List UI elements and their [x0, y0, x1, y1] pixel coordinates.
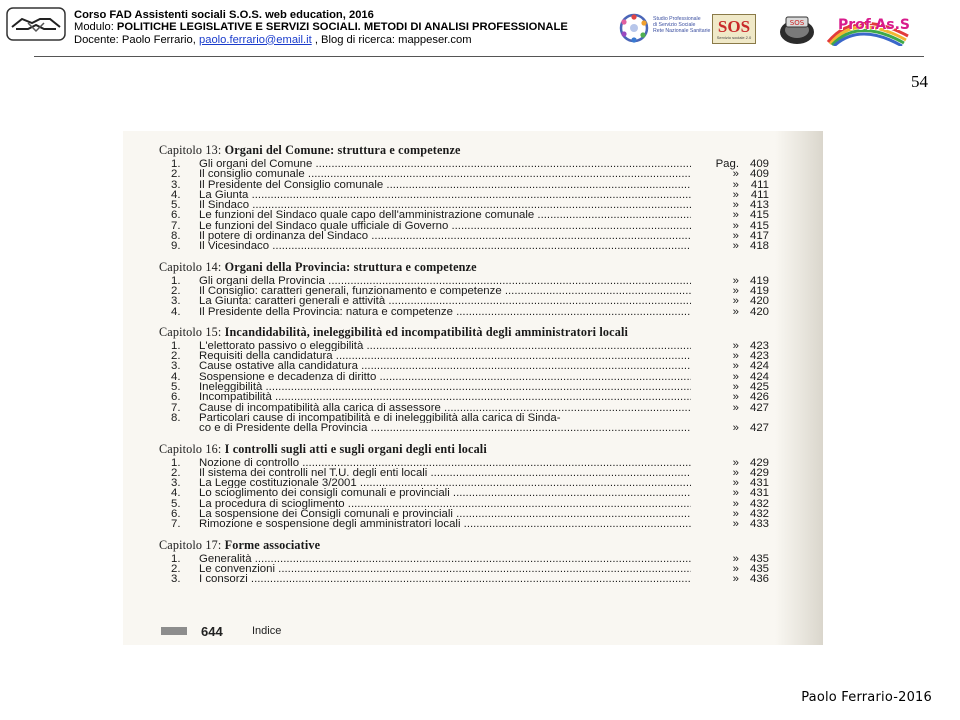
course-title: Corso FAD Assistenti sociali S.O.S. web education, 2016	[74, 9, 374, 21]
studio-professionale-logo	[618, 12, 711, 44]
entry-page-number: 424	[749, 370, 769, 383]
entry-page-marker: »	[732, 552, 739, 565]
entry-page-number: 436	[749, 573, 769, 586]
entry-title: Incompatibilità .....	[199, 392, 691, 402]
sos-logo-subtext: Servizio sociale 2.0	[716, 35, 752, 40]
entry-title: Ineleggibilità .....	[199, 382, 691, 392]
entry-number: 7.	[171, 518, 181, 531]
entry-page-number: 431	[749, 477, 769, 490]
entry-number: 6.	[171, 209, 181, 222]
toc-entry	[159, 276, 771, 286]
entry-title: Sospensione e decadenza di diritto .....	[199, 372, 691, 382]
entry-page-marker: »	[732, 401, 739, 414]
entry-page-number: 431	[749, 487, 769, 500]
chapter-section	[159, 323, 771, 434]
module-title: POLITICHE LEGISLATIVE E SERVIZI SOCIALI. METODI DI ANALISI PROFESSIONALE	[116, 21, 568, 34]
entry-title-line2: co e di Presidente della Provincia .....	[199, 423, 691, 433]
module-prefix: Modulo:	[74, 21, 117, 34]
chapter-prefix: Capitolo 17:	[159, 537, 225, 552]
chapter-prefix: Capitolo 16:	[159, 441, 225, 456]
entry-title: La Legge costituzionale 3/2001 .....	[199, 478, 691, 488]
toc-entry	[159, 554, 771, 564]
entry-title: Cause ostative alla candidatura .....	[199, 361, 691, 371]
toc-entry	[159, 296, 771, 306]
entry-page-marker: »	[732, 466, 739, 479]
entry-page-number: 409	[749, 168, 769, 181]
entry-title: La procedura di scioglimento .....	[199, 499, 691, 509]
entry-page-number: 429	[749, 466, 769, 479]
entry-number: 2.	[171, 284, 181, 297]
entry-number: 7.	[171, 219, 181, 232]
chapter-section	[159, 440, 771, 530]
toc-entry	[159, 241, 771, 251]
entry-title: La Giunta: caratteri generali e attività .....	[199, 296, 691, 306]
entry-page-marker: »	[732, 305, 739, 318]
entry-number: 3.	[171, 477, 181, 490]
page-edge-shadow	[775, 131, 823, 645]
entry-page-marker: »	[732, 188, 739, 201]
entry-number: 4.	[171, 305, 181, 318]
entry-number: 5.	[171, 199, 181, 212]
entry-page-marker: »	[732, 240, 739, 253]
entry-title: Le funzioni del Sindaco quale ufficiale di Governo .....	[199, 221, 691, 231]
entry-page-marker: »	[732, 209, 739, 222]
entry-title: Il Presidente della Provincia: natura e competenze .....	[199, 307, 691, 317]
toc-entry	[159, 169, 771, 179]
toc-entry	[159, 519, 771, 529]
entry-number: 3.	[171, 178, 181, 191]
chapter-name: I controlli sugli atti e sugli organi degli enti locali	[224, 441, 487, 456]
entry-page-marker: »	[732, 381, 739, 394]
entry-number: 6.	[171, 391, 181, 404]
chapter-name: Forme associative	[224, 537, 321, 552]
entry-title: Rimozione e sospensione degli amministratori locali .....	[199, 519, 691, 529]
entry-page-number: 409	[749, 158, 769, 170]
chapter-name: Organi del Comune: struttura e competenze	[224, 143, 461, 157]
entry-page-marker: »	[732, 391, 739, 404]
entry-page-marker: »	[732, 350, 739, 363]
header-divider	[34, 56, 924, 57]
entry-title: La Giunta .....	[199, 190, 691, 200]
entry-number: 5.	[171, 497, 181, 510]
chapter-title	[159, 323, 771, 341]
entry-page-number: 429	[749, 456, 769, 469]
entry-page-number: 419	[749, 274, 769, 287]
chapter-prefix: Capitolo 14:	[159, 259, 225, 274]
entry-page-marker: »	[732, 230, 739, 243]
toc-entry	[159, 286, 771, 296]
profass-logo	[826, 14, 910, 46]
chapter-name: Incandidabilità, ineleggibilità ed incompatibilità degli amministratori locali	[224, 324, 629, 339]
entry-page-number: 411	[750, 178, 769, 191]
entry-title: I consorzi .....	[199, 574, 691, 584]
entry-title: Il Sindaco .....	[199, 200, 691, 210]
entry-page-number: 420	[749, 305, 769, 318]
scanned-index-page	[123, 131, 823, 645]
entry-title: Il consiglio comunale .....	[199, 169, 691, 179]
toc-entry	[159, 372, 771, 382]
entry-page-number: 435	[749, 552, 769, 565]
handshake-icon	[6, 7, 66, 41]
entry-page-number: 415	[749, 219, 769, 232]
teacher-prefix: Docente: Paolo Ferrario,	[74, 33, 199, 46]
blog-suffix: , Blog di ricerca: mappeser.com	[311, 33, 472, 46]
entry-title: Il potere di ordinanza del Sindaco .....	[199, 231, 691, 241]
chapter-title	[159, 440, 771, 458]
entry-number: 7.	[171, 401, 181, 414]
sos-badge-icon	[778, 14, 816, 46]
chapter-title	[159, 536, 771, 554]
sos-logo-text: SOS	[717, 17, 751, 36]
entry-title: Il Presidente del Consiglio comunale .....	[199, 180, 691, 190]
entry-page-number: 417	[749, 230, 769, 243]
toc-entry	[159, 499, 771, 509]
entry-title: Le funzioni del Sindaco quale capo dell'amministrazione comunale .....	[199, 210, 691, 220]
toc-entry	[159, 307, 771, 317]
table-of-contents	[159, 141, 771, 585]
entry-number: 2.	[171, 466, 181, 479]
chapter-prefix: Capitolo 13:	[159, 143, 225, 157]
chapter-title	[159, 258, 771, 276]
entry-title-line1: Particolari cause di incompatibilità e di ineleggibilità alla carica di Sinda-	[199, 412, 561, 424]
entry-number: 1.	[171, 552, 181, 565]
entry-title: Requisiti della candidatura .....	[199, 351, 691, 361]
entry-number: 5.	[171, 381, 181, 394]
entry-title: Lo scioglimento dei consigli comunali e provinciali .....	[199, 488, 691, 498]
entry-page-number: 420	[749, 295, 769, 308]
entry-number: 8.	[171, 411, 181, 424]
entry-number: 2.	[171, 562, 181, 575]
studio-logo-line2: di Servizio Sociale	[653, 22, 696, 28]
chapter-prefix: Capitolo 15:	[159, 324, 225, 339]
chapter-title	[159, 141, 771, 159]
entry-number: 9.	[171, 240, 181, 253]
entry-number: 8.	[171, 230, 181, 243]
studio-logo-line3: Rete Nazionale Sanitarie	[653, 28, 711, 34]
entry-page-marker: »	[732, 487, 739, 500]
entry-page-number: 423	[749, 339, 769, 352]
toc-entry	[159, 190, 771, 200]
footer-bar	[161, 627, 187, 635]
email-link[interactable]: paolo.ferrario@email.it	[199, 33, 312, 46]
entry-number: 4.	[171, 487, 181, 500]
entry-page-marker: »	[732, 360, 739, 373]
entry-page-number: 427	[749, 401, 769, 414]
entry-page-number: 427	[749, 422, 769, 435]
sos-logo	[712, 14, 756, 44]
entry-page-marker: »	[732, 284, 739, 297]
toc-entry	[159, 221, 771, 231]
module-line	[74, 21, 568, 33]
toc-entry	[159, 413, 771, 434]
entry-page-marker: »	[732, 295, 739, 308]
entry-page-marker: »	[732, 339, 739, 352]
entry-page-marker: »	[732, 497, 739, 510]
toc-entry	[159, 458, 771, 468]
entry-number: 1.	[171, 456, 181, 469]
circle-people-icon	[618, 12, 650, 44]
page-number: 54	[911, 72, 928, 91]
toc-entry	[159, 210, 771, 220]
entry-number: 1.	[171, 274, 181, 287]
entry-title: La sospensione dei Consigli comunali e provinciali .....	[199, 509, 691, 519]
toc-entry	[159, 509, 771, 519]
toc-entry	[159, 180, 771, 190]
entry-page-number: 413	[749, 199, 769, 212]
toc-entry	[159, 351, 771, 361]
entry-number: 3.	[171, 573, 181, 586]
entry-page-marker: »	[732, 573, 739, 586]
entry-number: 4.	[171, 370, 181, 383]
entry-page-marker: Pag.	[715, 158, 739, 170]
toc-entry	[159, 392, 771, 402]
toc-entry	[159, 574, 771, 584]
studio-logo-line1: Studio Professionale	[653, 16, 701, 22]
entry-page-number: 432	[749, 497, 769, 510]
entry-title: Il Vicesindaco .....	[199, 241, 691, 251]
entry-title: Gli organi della Provincia .....	[199, 276, 691, 286]
entry-page-marker: »	[732, 168, 739, 181]
entry-number: 1.	[171, 158, 181, 170]
entry-number: 2.	[171, 350, 181, 363]
chapter-name: Organi della Provincia: struttura e competenze	[224, 259, 477, 274]
entry-page-number: 424	[749, 360, 769, 373]
entry-title: Gli organi del Comune .....	[199, 159, 691, 169]
toc-entry	[159, 159, 771, 169]
entry-number: 2.	[171, 168, 181, 181]
entry-page-marker: »	[732, 518, 739, 531]
entry-title: Nozione di controllo .....	[199, 458, 691, 468]
entry-number: 3.	[171, 360, 181, 373]
entry-title: Generalità .....	[199, 554, 691, 564]
entry-page-marker: »	[732, 219, 739, 232]
entry-title	[199, 413, 691, 434]
profass-logo-text: Prof.As.S	[838, 17, 910, 33]
entry-title: L'elettorato passivo o eleggibilità .....	[199, 341, 691, 351]
entry-page-number: 411	[750, 188, 769, 201]
entry-page-number: 415	[749, 209, 769, 222]
entry-page-marker: »	[732, 370, 739, 383]
entry-number: 6.	[171, 508, 181, 521]
studio-logo-text	[653, 16, 710, 34]
entry-title: Cause di incompatibilità alla carica di assessore .....	[199, 403, 691, 413]
toc-entry	[159, 341, 771, 351]
chapter-section	[159, 536, 771, 585]
entry-page-number: 426	[749, 391, 769, 404]
toc-entry	[159, 468, 771, 478]
toc-entry	[159, 403, 771, 413]
slide-header	[0, 0, 960, 58]
entry-page-marker: »	[732, 456, 739, 469]
entry-page-number: 418	[749, 240, 769, 253]
entry-page-marker: »	[732, 274, 739, 287]
slide-footer: Paolo Ferrario-2016	[801, 690, 932, 705]
header-text	[74, 9, 568, 46]
entry-page-number: 423	[749, 350, 769, 363]
entry-number: 3.	[171, 295, 181, 308]
entry-title: Le convenzioni .....	[199, 564, 691, 574]
entry-title: Il sistema dei controlli nel T.U. degli enti locali .....	[199, 468, 691, 478]
chapter-section	[159, 141, 771, 252]
scan-page-number: 644	[201, 624, 223, 639]
entry-page-marker: »	[732, 477, 739, 490]
entry-page-number: 435	[749, 562, 769, 575]
entry-page-marker: »	[732, 178, 739, 191]
toc-entry	[159, 382, 771, 392]
entry-number: 4.	[171, 188, 181, 201]
entry-page-marker: »	[732, 199, 739, 212]
toc-entry	[159, 200, 771, 210]
entry-page-number: 419	[749, 284, 769, 297]
scan-page-label: Indice	[252, 625, 282, 637]
entry-page-number: 433	[749, 518, 769, 531]
svg-text:SOS: SOS	[789, 19, 805, 27]
toc-entry	[159, 564, 771, 574]
entry-page-marker: »	[732, 562, 739, 575]
toc-entry	[159, 488, 771, 498]
entry-title: Il Consiglio: caratteri generali, funzionamento e competenze .....	[199, 286, 691, 296]
toc-entry	[159, 231, 771, 241]
toc-entry	[159, 478, 771, 488]
entry-page-number: 432	[749, 508, 769, 521]
chapter-section	[159, 258, 771, 317]
entry-number: 1.	[171, 339, 181, 352]
entry-page-marker: »	[732, 508, 739, 521]
toc-entry	[159, 361, 771, 371]
teacher-line	[74, 34, 568, 46]
entry-page-number: 425	[749, 381, 769, 394]
entry-page-marker: »	[732, 422, 739, 435]
